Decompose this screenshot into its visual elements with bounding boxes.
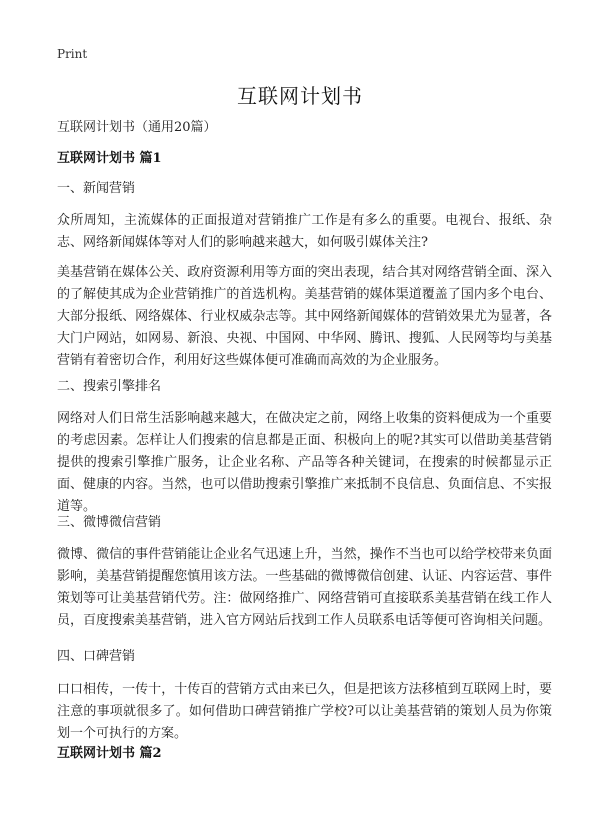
section-1-paragraph-2: 美基营销在媒体公关、政府资源利用等方面的突出表现，结合其对网络营销全面、深入的了解使其成为企业营销推广的首选机构。美基营销的媒体渠道覆盖了国内多个电台、大部分报纸、网络媒体、行业权威杂志等。其中网络新闻媒体的营销效果尤为显著，各大门户网站，如网易、新浪、央视、中国网、中华网、腾讯、搜狐、人民网等均与美基营销有着密切合作，利用好这些媒体便可准确而高效的为企业服务。 <box>57 265 552 368</box>
section-2-title: 二、搜索引擎排名 <box>57 379 162 394</box>
section-2-paragraph-1: 网络对人们日常生活影响越来越大，在做决定之前，网络上收集的资料便成为一个重要的考虑因素。怎样让人们搜索的信息都是正面、积极向上的呢?其实可以借助美基营销提供的搜索引擎推广服务，让企业名称、产品等各种关键词，在搜索的时候都显示正面、健康的内容。当然，也可以借助搜索引擎推广来抵制不良信息、负面信息、不实报道等。 <box>57 411 552 514</box>
section-1-title: 一、新闻营销 <box>57 181 136 196</box>
section-4-paragraph-1: 口口相传，一传十，十传百的营销方式由来已久，但是把该方法移植到互联网上时，要注意的事项就很多了。如何借助口碑营销推广学校?可以让美基营销的策划人员为你策划一个可执行的方案。 <box>57 682 552 741</box>
page-title: 互联网计划书 <box>237 84 363 108</box>
document-subtitle: 互联网计划书（通用20篇） <box>57 120 217 135</box>
print-label[interactable]: Print <box>57 47 88 61</box>
section-3-title: 三、微博微信营销 <box>57 515 162 530</box>
section-1-paragraph-1: 众所周知，主流媒体的正面报道对营销推广工作是有多么的重要。电视台、报纸、杂志、网络新闻媒体等对人们的影响越来越大，如何吸引媒体关注? <box>57 213 552 250</box>
article-1-heading: 互联网计划书 篇1 <box>57 151 162 166</box>
article-2-heading: 互联网计划书 篇2 <box>57 746 162 761</box>
section-3-paragraph-1: 微博、微信的事件营销能让企业名气迅速上升，当然，操作不当也可以给学校带来负面影响，美基营销提醒您慎用该方法。一些基础的微博微信创建、认证、内容运营、事件策划等可让美基营销代劳。注：做网络推广、网络营销可直接联系美基营销在线工作人员，百度搜索美基营销，进入官方网站后找到工作人员联系电话等便可咨询相关问题。 <box>57 547 552 628</box>
section-4-title: 四、口碑营销 <box>57 649 136 664</box>
